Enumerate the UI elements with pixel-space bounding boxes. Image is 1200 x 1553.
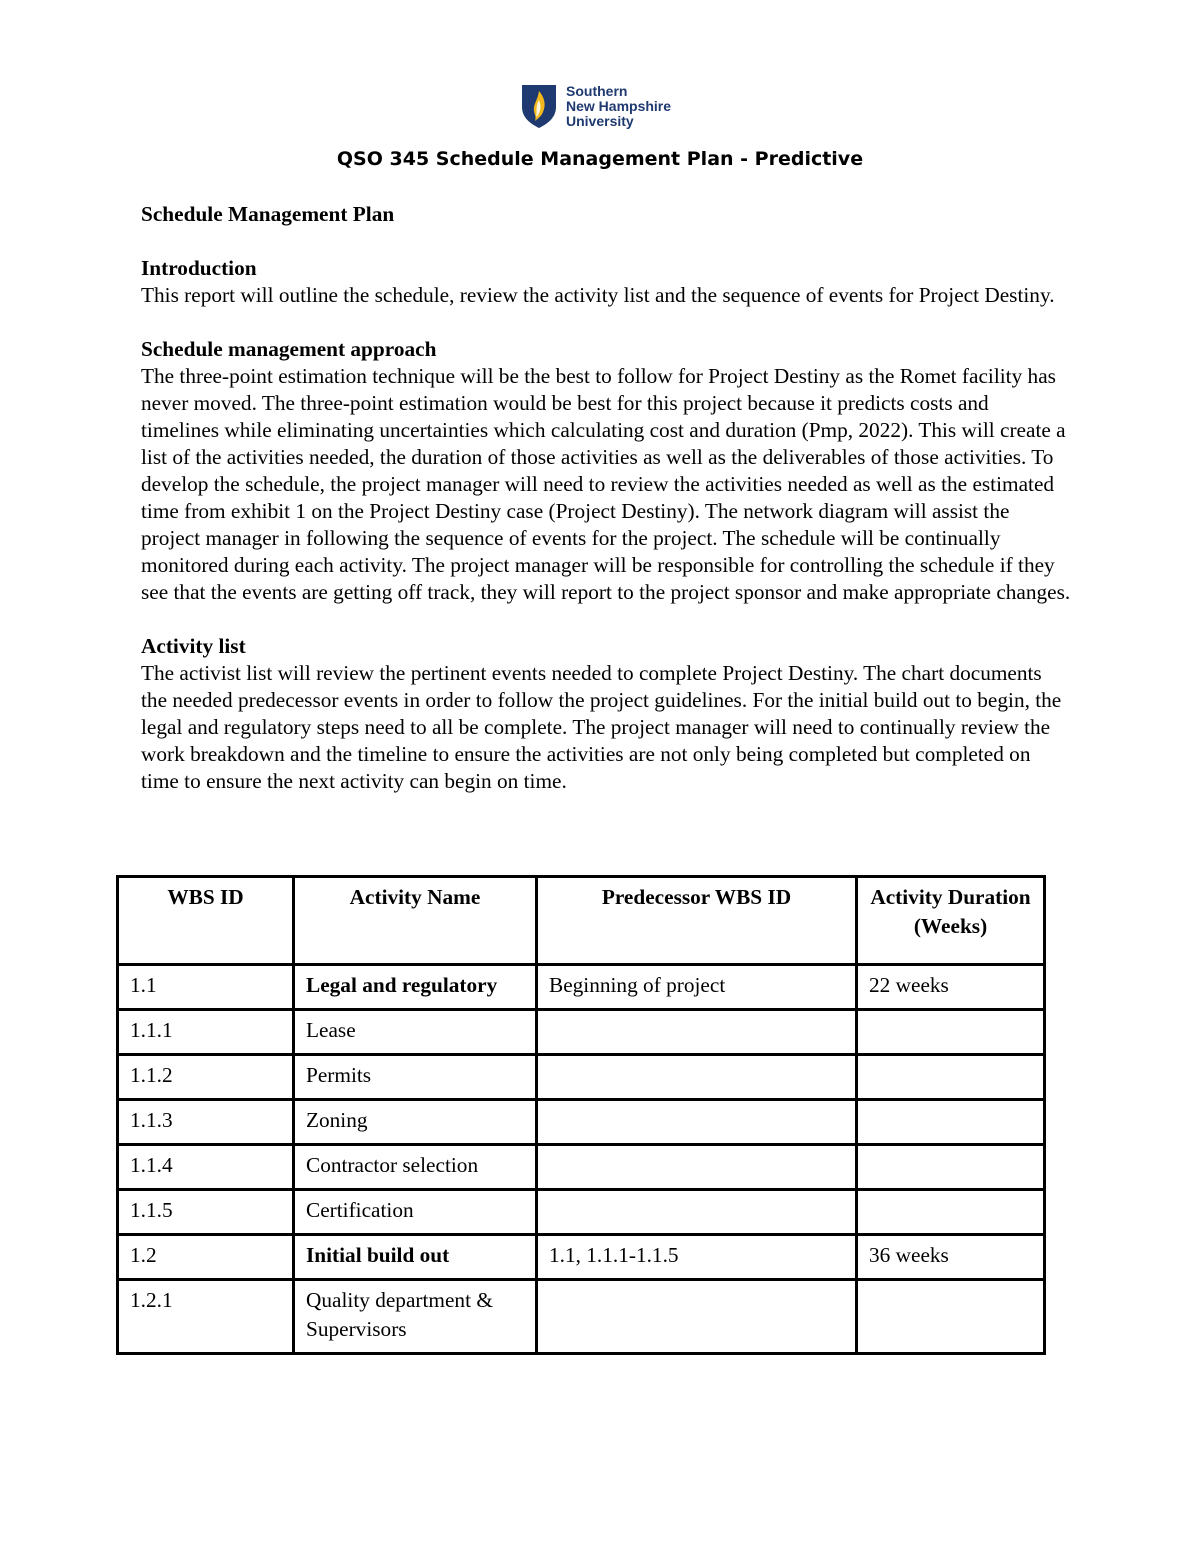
- table-row: [118, 965, 1045, 1010]
- cell-predecessor: [537, 1055, 857, 1100]
- cell-predecessor: [537, 1145, 857, 1190]
- cell-activity-name: Quality department & Supervisors: [294, 1280, 537, 1354]
- cell-wbs-id: 1.1.1: [118, 1010, 294, 1055]
- cell-duration: 36 weeks: [857, 1235, 1045, 1280]
- header-activity-name: Activity Name: [294, 877, 537, 965]
- approach-paragraph: The three-point estimation technique will be the best to follow for Project Destiny as the Romet facility has never moved. The three-point estimation would be best for this project because it predicts costs and timelines while eliminating uncertainties which calculating cost and duration (Pmp, 2022). This will create a list of the activities needed, the duration of those activities as well as the deliverables of those activities. To develop the schedule, the project manager will need to review the activities needed as well as the estimated time from exhibit 1 on the Project Destiny case (Project Destiny). The network diagram will assist the project manager in following the sequence of events for the project. The schedule will be continually monitored during each activity. The project manager will be responsible for controlling the schedule if they see that the events are getting off track, they will report to the project sponsor and make appropriate changes.: [141, 364, 1071, 604]
- cell-activity-name: Contractor selection: [294, 1145, 537, 1190]
- cell-predecessor: [537, 1010, 857, 1055]
- introduction-heading: Introduction: [141, 256, 257, 280]
- cell-predecessor: [537, 1280, 857, 1354]
- cell-duration: [857, 1100, 1045, 1145]
- cell-duration: [857, 1190, 1045, 1235]
- table-row: [118, 1055, 1045, 1100]
- cell-wbs-id: 1.1.3: [118, 1100, 294, 1145]
- table-row: [118, 1190, 1045, 1235]
- header-duration: Activity Duration (Weeks): [857, 877, 1045, 965]
- introduction-paragraph: This report will outline the schedule, review the activity list and the sequence of events for Project Destiny.: [141, 283, 1055, 307]
- cell-activity-name: Legal and regulatory: [294, 965, 537, 1010]
- cell-wbs-id: 1.1.4: [118, 1145, 294, 1190]
- cell-activity-name: Zoning: [294, 1100, 537, 1145]
- header-predecessor: Predecessor WBS ID: [537, 877, 857, 965]
- header-wbs-id: WBS ID: [118, 877, 294, 965]
- cell-wbs-id: 1.2: [118, 1235, 294, 1280]
- activity-list-paragraph: The activist list will review the pertinent events needed to complete Project Destiny. The chart documents the needed predecessor events in order to follow the project guidelines. For the initial build out to begin, the legal and regulatory steps need to all be complete. The project manager will need to continually review the work breakdown and the timeline to ensure the activities are not only being completed but completed on time to ensure the next activity can begin on time.: [141, 661, 1062, 793]
- cell-activity-name: Lease: [294, 1010, 537, 1055]
- cell-predecessor: 1.1, 1.1.1-1.1.5: [537, 1235, 857, 1280]
- snhu-shield-flame-icon: [520, 83, 558, 129]
- document-title: QSO 345 Schedule Management Plan - Predictive: [336, 148, 864, 170]
- activity-table-container: [116, 875, 1046, 1355]
- logo-wordmark: [566, 84, 671, 129]
- table-row: [118, 1280, 1045, 1354]
- logo-line-3: University: [566, 112, 634, 129]
- table-row: [118, 1010, 1045, 1055]
- cell-predecessor: [537, 1100, 857, 1145]
- table-row: [118, 1145, 1045, 1190]
- cell-wbs-id: 1.1.5: [118, 1190, 294, 1235]
- approach-heading: Schedule management approach: [141, 337, 437, 361]
- cell-activity-name: Certification: [294, 1190, 537, 1235]
- table-row: [118, 1100, 1045, 1145]
- table-row: [118, 1235, 1045, 1280]
- cell-predecessor: [537, 1190, 857, 1235]
- cell-activity-name: Initial build out: [294, 1235, 537, 1280]
- university-logo: [520, 83, 671, 129]
- cell-predecessor: Beginning of project: [537, 965, 857, 1010]
- cell-activity-name: Permits: [294, 1055, 537, 1100]
- logo-line-1: Southern: [566, 82, 628, 99]
- table-header-row: [118, 877, 1045, 965]
- cell-duration: [857, 1280, 1045, 1354]
- cell-duration: [857, 1055, 1045, 1100]
- plan-heading: Schedule Management Plan: [141, 202, 395, 226]
- cell-duration: [857, 1145, 1045, 1190]
- cell-duration: [857, 1010, 1045, 1055]
- cell-duration: 22 weeks: [857, 965, 1045, 1010]
- cell-wbs-id: 1.2.1: [118, 1280, 294, 1354]
- logo-line-2: New Hampshire: [566, 97, 672, 114]
- activity-list-heading: Activity list: [141, 634, 246, 658]
- cell-wbs-id: 1.1.2: [118, 1055, 294, 1100]
- cell-wbs-id: 1.1: [118, 965, 294, 1010]
- activity-table: [116, 875, 1046, 1355]
- document-body: [141, 201, 1071, 795]
